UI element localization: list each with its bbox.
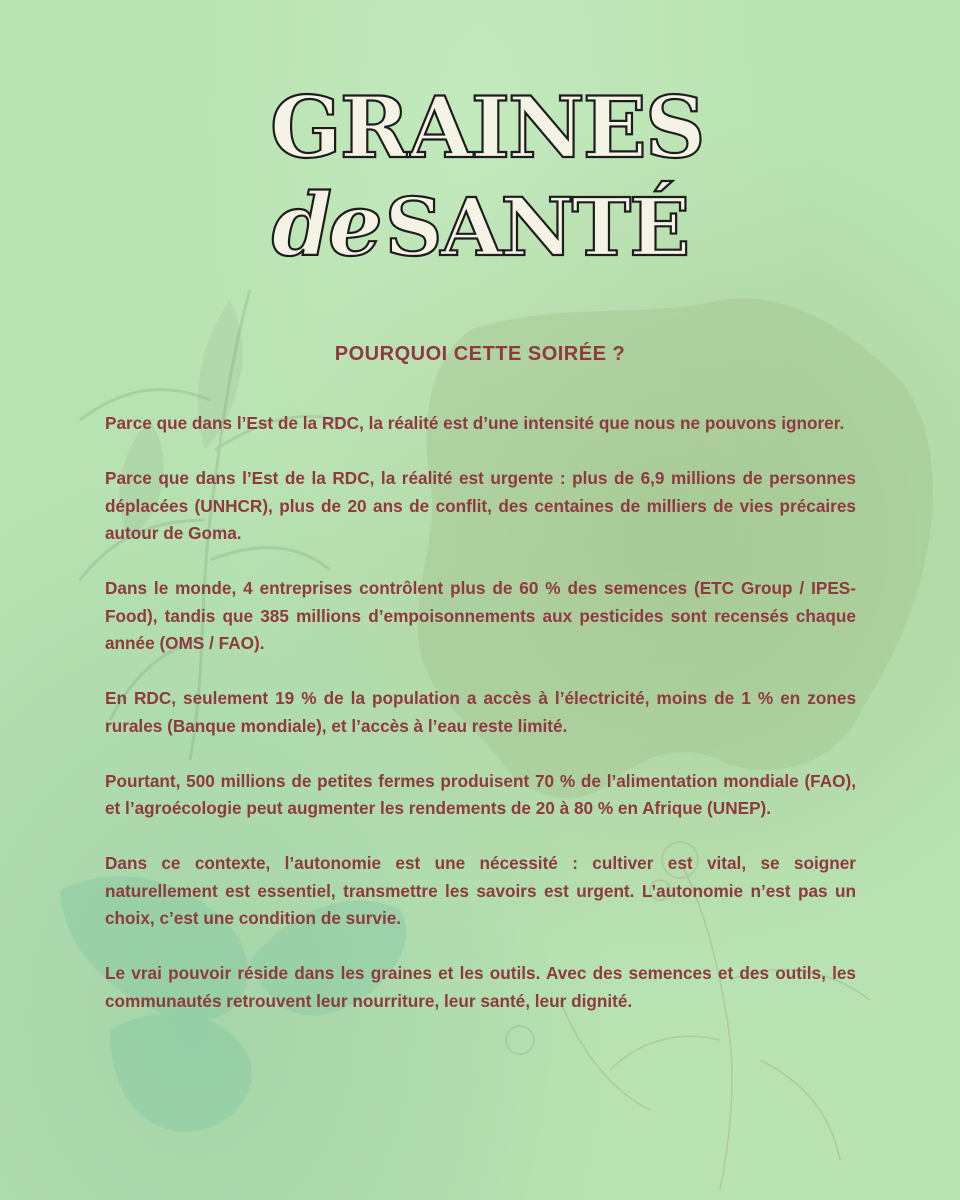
paragraph-4: En RDC, seulement 19 % de la population a accès à l’électricité, moins de 1 % en zones rurales (Banque mondiale), et l’accès à l’eau reste limité. (105, 688, 856, 736)
paragraph-6: Dans ce contexte, l’autonomie est une nécessité : cultiver est vital, se soigner naturellement est essentiel, transmettre les savoirs est urgent. L’autonomie n’est pas un choix, c’est une condition de survie. (105, 853, 856, 928)
body-text (105, 410, 856, 1043)
logo (270, 78, 704, 280)
logo-line-de-sante (270, 175, 690, 276)
paragraph-3: Dans le monde, 4 entreprises contrôlent plus de 60 % des semences (ETC Group / IPES-Food), tandis que 385 millions d’empoisonnements aux pesticides sont recensés chaque année (OMS / FAO). (105, 578, 856, 653)
logo-word-de: de (271, 175, 379, 276)
paragraph-5: Pourtant, 500 millions de petites fermes produisent 70 % de l’alimentation mondiale (FAO), et l’agroécologie peut augmenter les rendements de 20 à 80 % en Afrique (UNEP). (105, 770, 856, 818)
paragraph-1: Parce que dans l’Est de la RDC, la réalité est d’une intensité que nous ne pouvons ignorer. (105, 413, 845, 433)
paragraph-2: Parce que dans l’Est de la RDC, la réalité est urgente : plus de 6,9 millions de personnes déplacées (UNHCR), plus de 20 ans de conflit, des centaines de milliers de vies précaires autour de Goma. (105, 468, 856, 543)
logo-word-sante: SANTÉ (384, 180, 689, 274)
page-title: POURQUOI CETTE SOIRÉE ? (334, 343, 626, 365)
paragraph-7: Le vrai pouvoir réside dans les graines et les outils. Avec des semences et des outils, les communautés retrouvent leur nourriture, leur santé, leur dignité. (105, 963, 856, 1011)
logo-line-graines: GRAINES (270, 78, 704, 177)
